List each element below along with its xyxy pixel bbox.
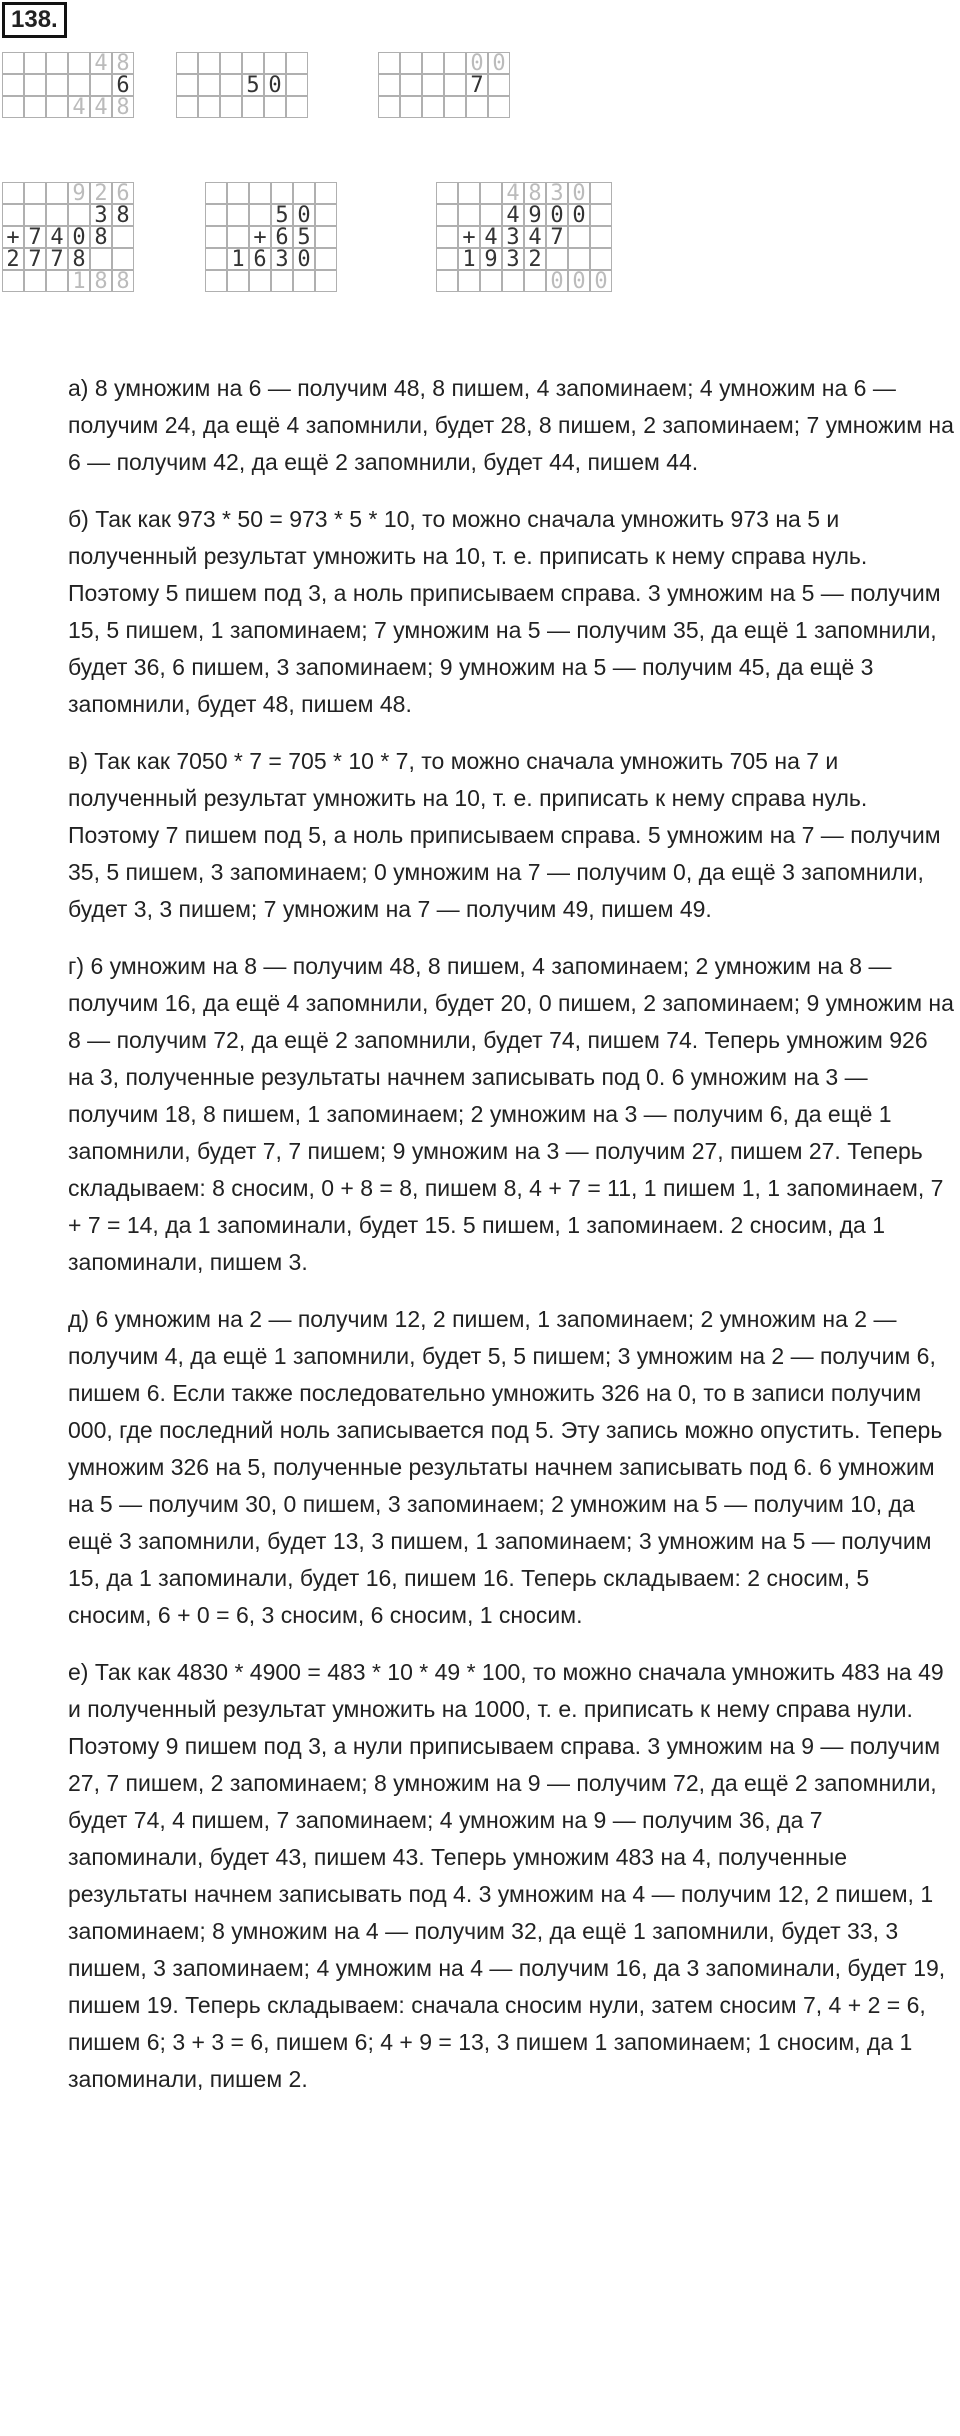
grid-cell <box>112 248 134 270</box>
grid-cell <box>220 74 242 96</box>
grid-cell <box>68 52 90 74</box>
grid-cell <box>249 204 271 226</box>
grid-cell <box>205 270 227 292</box>
grid-cell <box>436 204 458 226</box>
grid-cell <box>227 182 249 204</box>
grid-cell: 8 <box>112 270 134 292</box>
grid-cell: 4 <box>502 182 524 204</box>
grid-cell: 4 <box>90 96 112 118</box>
grid-cell <box>271 182 293 204</box>
grid-cell: 1 <box>227 248 249 270</box>
grid-cell <box>242 96 264 118</box>
grid-cell: 1 <box>68 270 90 292</box>
grid-cell <box>315 248 337 270</box>
grid-cell: 3 <box>502 248 524 270</box>
grid-cell: 2 <box>2 248 24 270</box>
grid-cell: 6 <box>249 248 271 270</box>
grid-cell <box>293 182 315 204</box>
grid-cell <box>24 52 46 74</box>
grid-cell: 4 <box>480 226 502 248</box>
paragraph-b: б) Так как 973 * 50 = 973 * 5 * 10, то можно сначала умножить 973 на 5 и полученный результат умножить на 10, т. е. приписать к нему справа нуль. Поэтому 5 пишем под 3, а ноль приписываем справа. 3 умножим на 5 — получим 15, 5 пишем, 1 запоминаем; 7 умножим на 5 — получим 35, да ещё 1 запомнили, будет 36, 6 пишем, 3 запоминаем; 9 умножим на 5 — получим 45, да ещё 3 запомнили, будет 48, пишем 48. <box>68 506 941 717</box>
grid-cell <box>590 226 612 248</box>
grid-cell: 8 <box>524 182 546 204</box>
grid-cell <box>422 74 444 96</box>
grid-cell <box>220 96 242 118</box>
grid-cell: 2 <box>90 182 112 204</box>
grid-cell <box>480 182 502 204</box>
grid-cell <box>46 52 68 74</box>
grid-cell: 0 <box>590 270 612 292</box>
grid-cell <box>176 74 198 96</box>
grid-cell <box>2 52 24 74</box>
grid-cell: 0 <box>293 248 315 270</box>
grid-cell <box>480 270 502 292</box>
grid-cell: 8 <box>90 226 112 248</box>
grid-cell <box>2 96 24 118</box>
grid-cell: 0 <box>568 270 590 292</box>
grid-cell <box>176 96 198 118</box>
grid-cell: 9 <box>68 182 90 204</box>
grid-cell <box>24 96 46 118</box>
grid-cell: 0 <box>68 226 90 248</box>
grid-cell: 3 <box>502 226 524 248</box>
grid-cell <box>198 96 220 118</box>
grid-cell: 7 <box>24 226 46 248</box>
grid-cell <box>568 226 590 248</box>
grid-cell: 4 <box>90 52 112 74</box>
grid-cell <box>568 248 590 270</box>
grid-cell: 8 <box>68 248 90 270</box>
grid-cell <box>264 96 286 118</box>
grid-cell <box>590 182 612 204</box>
grid-cell: 0 <box>264 74 286 96</box>
grid-cell <box>2 182 24 204</box>
grid-cell <box>220 52 242 74</box>
paragraph-f: е) Так как 4830 * 4900 = 483 * 10 * 49 * 100, то можно сначала умножить 483 на 49 и полученный результат умножить на 1000, т. е. приписать к нему справа нули. Поэтому 9 пишем под 3, а нули приписываем справа. 3 умножим на 9 — получим 27, 7 пишем, 2 запоминаем; 8 умножим на 9 — получим 72, да ещё 2 запомнили, будет 74, 4 пишем, 7 запоминаем; 4 умножим на 9 — получим 36, да 7 запоминали, будет 43, пишем 43. Теперь умножим 483 на 4, полученные результаты начнем записывать под 4. 3 умножим на 4 — получим 12, 2 пишем, 1 запоминаем; 8 умножим на 4 — получим 32, да ещё 1 запомнили, будет 33, 3 пишем, 3 запоминаем; 4 умножим на 4 — получим 16, да 3 запоминали, будет 19, пишем 19. Теперь складываем: сначала сносим нули, затем сносим 7, 4 + 2 = 6, пишем 6; 3 + 3 = 6, пишем 6; 4 + 9 = 13, 3 пишем 1 запоминаем; 1 сносим, да 1 запоминали, пишем 2. <box>68 1659 946 2092</box>
grid-cell: 7 <box>46 248 68 270</box>
grid-cell <box>198 52 220 74</box>
grid-cell: 5 <box>293 226 315 248</box>
grid-cell: 3 <box>546 182 568 204</box>
grid-cell <box>176 52 198 74</box>
grid-cell <box>227 204 249 226</box>
problem-number: 138. <box>2 2 67 38</box>
grid-cell: 0 <box>568 204 590 226</box>
grid-cell: 0 <box>568 182 590 204</box>
grid-cell: 0 <box>466 52 488 74</box>
grid-cell: 8 <box>112 204 134 226</box>
grid-cell <box>112 226 134 248</box>
grid-cell <box>286 74 308 96</box>
grid-cell: 6 <box>271 226 293 248</box>
grid-cell <box>436 248 458 270</box>
grid-cell <box>24 74 46 96</box>
grid-cell <box>2 74 24 96</box>
grid-cell <box>90 248 112 270</box>
grid-cell: 7 <box>466 74 488 96</box>
grid-cell <box>249 270 271 292</box>
grid-cell: 0 <box>546 204 568 226</box>
grid-cell <box>436 270 458 292</box>
grid-cell <box>46 182 68 204</box>
grid-cell <box>90 74 112 96</box>
grid-cell <box>378 96 400 118</box>
grid-cell <box>590 248 612 270</box>
grid-cell <box>205 248 227 270</box>
grid-cell <box>466 96 488 118</box>
grid-cell <box>293 270 315 292</box>
grid-cell <box>422 52 444 74</box>
grid-cell <box>378 52 400 74</box>
grid-cell: 0 <box>488 52 510 74</box>
grid-cell <box>264 52 286 74</box>
grid-cell <box>546 248 568 270</box>
grid-cell: 8 <box>90 270 112 292</box>
grid-cell <box>400 96 422 118</box>
grid-cell <box>488 74 510 96</box>
grid-cell: 8 <box>112 52 134 74</box>
grid-cell: 4 <box>524 226 546 248</box>
grid-cell <box>286 52 308 74</box>
grid-cell: 1 <box>458 248 480 270</box>
grid-cell <box>444 52 466 74</box>
grid-cell <box>286 96 308 118</box>
grid-cell: 0 <box>293 204 315 226</box>
grid-cell <box>46 270 68 292</box>
grid-cell: 6 <box>112 74 134 96</box>
grid-cell <box>46 204 68 226</box>
grid-cell <box>315 270 337 292</box>
grid-cell: + <box>2 226 24 248</box>
grid-cell <box>205 204 227 226</box>
grid-cell <box>198 74 220 96</box>
grid-cell <box>271 270 293 292</box>
grid-cell: 5 <box>271 204 293 226</box>
grid-cell <box>436 226 458 248</box>
grid-cell <box>24 204 46 226</box>
grid-cell: 7 <box>24 248 46 270</box>
grid-cell <box>436 182 458 204</box>
grid-cell: 3 <box>271 248 293 270</box>
grid-cell <box>2 204 24 226</box>
grid-cell <box>68 204 90 226</box>
grid-cell <box>24 270 46 292</box>
grid-cell: 4 <box>46 226 68 248</box>
grid-cell <box>480 204 502 226</box>
grid-cell <box>315 182 337 204</box>
paragraph-c: в) Так как 7050 * 7 = 705 * 10 * 7, то можно сначала умножить 705 на 7 и полученный результат умножить на 10, т. е. приписать к нему справа нуль. Поэтому 7 пишем под 5, а ноль приписываем справа. 5 умножим на 7 — получим 35, 5 пишем, 3 запоминаем; 0 умножим на 7 — получим 0, да ещё 3 запомнили, будет 3, 3 пишем; 7 умножим на 7 — получим 49, пишем 49. <box>68 748 941 922</box>
grid-cell <box>205 182 227 204</box>
grid-cell <box>205 226 227 248</box>
grid-cell <box>249 182 271 204</box>
grid-cell: 7 <box>546 226 568 248</box>
paragraph-d: г) 6 умножим на 8 — получим 48, 8 пишем, 4 запоминаем; 2 умножим на 8 — получим 16, да ещё 4 запомнили, будет 20, 0 пишем, 2 запоминаем; 9 умножим на 8 — получим 72, да ещё 2 запомнили, будет 74, пишем 74. Теперь умножим 926 на 3, полученные результаты начнем записывать под 0. 6 умножим на 3 — получим 18, 8 пишем, 1 запоминаем; 2 умножим на 3 — получим 6, да ещё 1 запомнили, будет 7, 7 пишем; 9 умножим на 3 — получим 27, пишем 27. Теперь складываем: 8 сносим, 0 + 8 = 8, пишем 8, 4 + 7 = 11, 1 пишем 1, 1 запоминаем, 7 + 7 = 14, да 1 запоминали, будет 15. 5 пишем, 1 запоминаем. 2 сносим, да 1 запоминали, пишем 3. <box>68 953 954 1275</box>
grid-cell: 3 <box>90 204 112 226</box>
grid-cell: 5 <box>242 74 264 96</box>
grid-cell: 6 <box>112 182 134 204</box>
grid-cell <box>227 270 249 292</box>
grid-cell: 2 <box>524 248 546 270</box>
grid-cell: + <box>458 226 480 248</box>
grid-cell <box>315 204 337 226</box>
grid-cell <box>444 96 466 118</box>
grid-cell: 8 <box>112 96 134 118</box>
grid-cell <box>46 74 68 96</box>
grid-cell <box>458 270 480 292</box>
grid-cell: 9 <box>524 204 546 226</box>
grid-cell <box>422 96 444 118</box>
grid-cell <box>2 270 24 292</box>
grid-cell <box>315 226 337 248</box>
grid-cell <box>400 74 422 96</box>
grid-cell: 4 <box>68 96 90 118</box>
grid-cell <box>524 270 546 292</box>
grid-cell: + <box>249 226 271 248</box>
grid-cell <box>227 226 249 248</box>
grid-cell <box>458 204 480 226</box>
solution-text <box>68 370 958 2118</box>
grid-cell <box>46 96 68 118</box>
paragraph-e: д) 6 умножим на 2 — получим 12, 2 пишем, 1 запоминаем; 2 умножим на 2 — получим 4, да ещё 1 запомнили, будет 5, 5 пишем; 3 умножим на 2 — получим 6, пишем 6. Если также последовательно умножить 326 на 0, то в записи получим 000, где последний ноль записывается под 5. Эту запись можно опустить. Теперь умножим 326 на 5, полученные результаты начнем записывать под 6. 6 умножим на 5 — получим 30, 0 пишем, 3 запоминаем; 2 умножим на 5 — получим 10, да ещё 3 запомнили, будет 13, 3 пишем, 1 запоминаем; 3 умножим на 5 — получим 15, да 1 запоминали, будет 16, пишем 16. Теперь складываем: 2 сносим, 5 сносим, 6 + 0 = 6, 3 сносим, 6 сносим, 1 сносим. <box>68 1306 943 1628</box>
grid-cell <box>488 96 510 118</box>
grid-cell: 0 <box>546 270 568 292</box>
grid-cell <box>444 74 466 96</box>
grid-cell <box>458 182 480 204</box>
grid-cell <box>242 52 264 74</box>
grid-cell <box>590 204 612 226</box>
grid-cell <box>68 74 90 96</box>
grid-cell <box>502 270 524 292</box>
grid-cell: 9 <box>480 248 502 270</box>
grid-cell <box>378 74 400 96</box>
grid-cell <box>400 52 422 74</box>
grid-cell <box>24 182 46 204</box>
grid-cell: 4 <box>502 204 524 226</box>
paragraph-a: а) 8 умножим на 6 — получим 48, 8 пишем, 4 запоминаем; 4 умножим на 6 — получим 24, да ещё 4 запомнили, будет 28, 8 пишем, 2 запоминаем; 7 умножим на 6 — получим 42, да ещё 2 запомнили, будет 44, пишем 44. <box>68 375 954 475</box>
